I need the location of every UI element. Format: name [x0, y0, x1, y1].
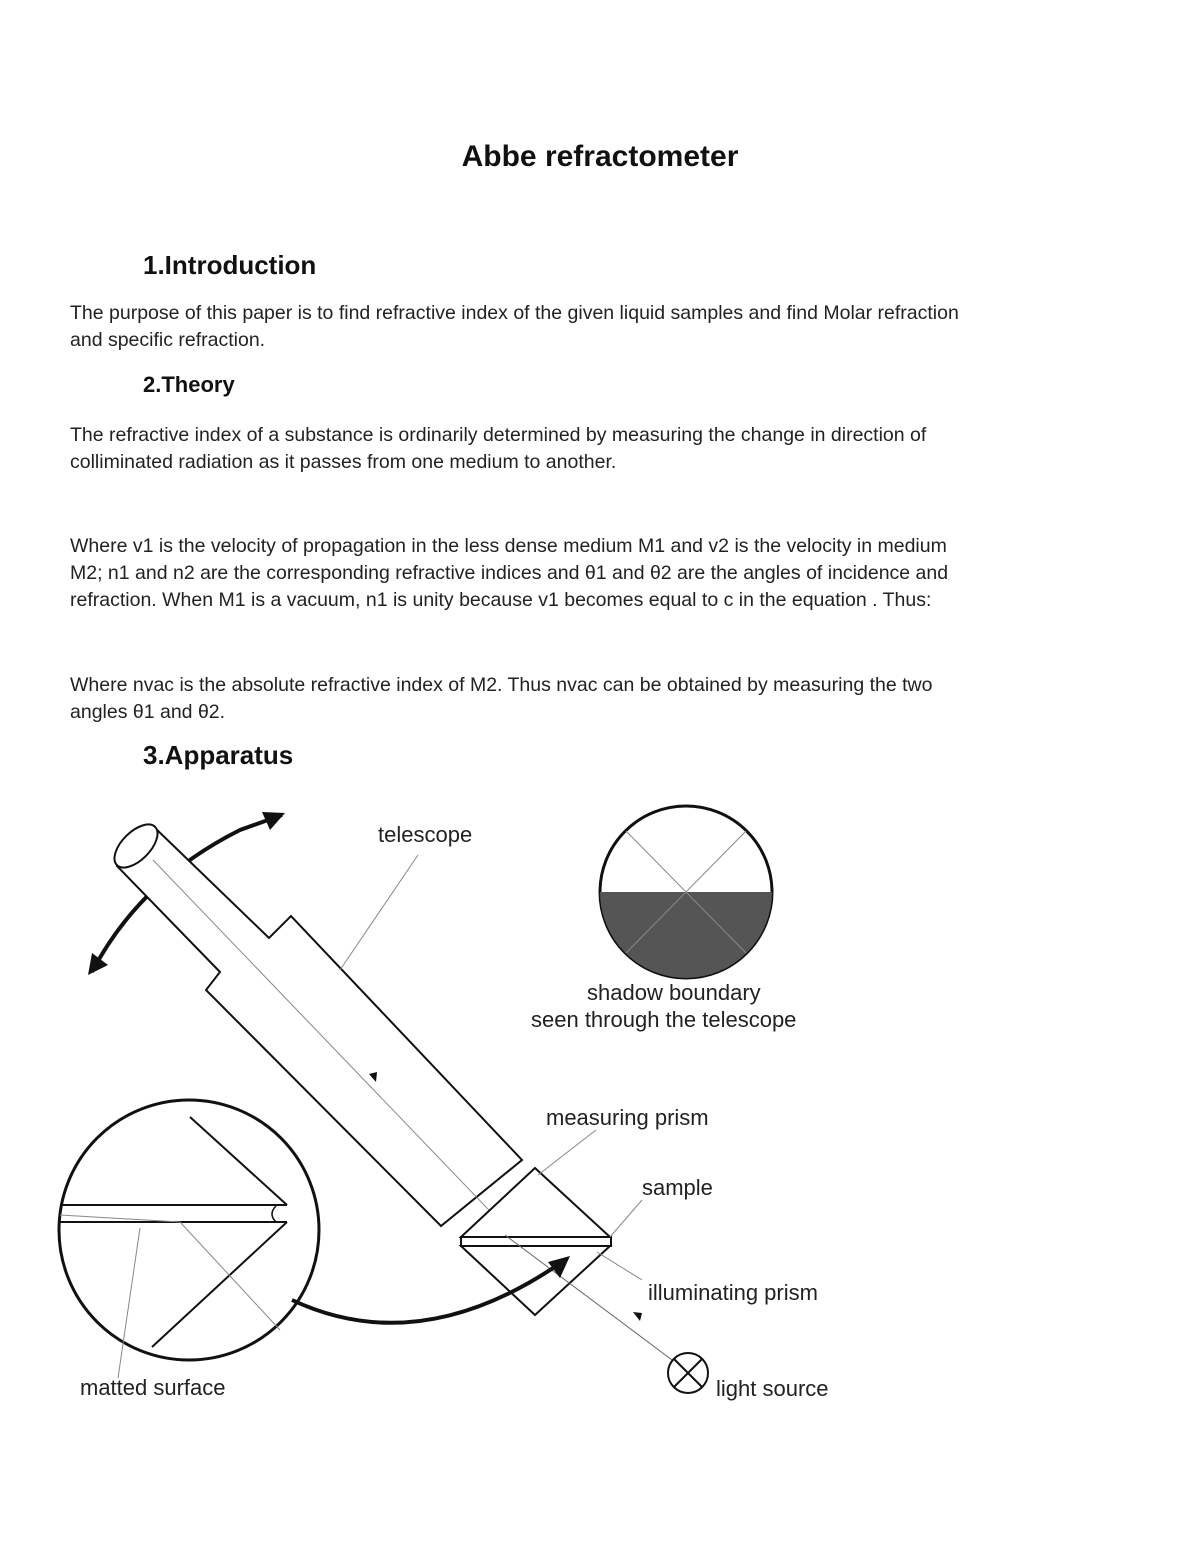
- theory-paragraph-2: [70, 533, 1070, 614]
- leader-line: [610, 1200, 642, 1237]
- page-title: Abbe refractometer: [461, 140, 739, 173]
- text-line: colliminated radiation as it passes from one medium to another.: [70, 451, 617, 473]
- theory-paragraph-3: [70, 672, 1070, 726]
- text-line: M2; n1 and n2 are the corresponding refractive indices and θ1 and θ2 are the angles of incidence and: [70, 562, 949, 584]
- label-measuring-prism: measuring prism: [546, 1105, 709, 1130]
- theory-paragraph-1: [70, 422, 1070, 476]
- text-line: refraction. When M1 is a vacuum, n1 is unity because v1 becomes equal to c in the equation . Thus:: [70, 589, 932, 611]
- label-illuminating-prism: illuminating prism: [648, 1280, 818, 1305]
- text-line: angles θ1 and θ2.: [70, 701, 226, 723]
- theory-heading: 2.Theory: [143, 372, 235, 397]
- label-telescope: telescope: [378, 822, 473, 847]
- label-matted-surface: matted surface: [80, 1375, 226, 1400]
- arrowhead: [88, 953, 108, 975]
- text-line: Where v1 is the velocity of propagation in the less dense medium M1 and v2 is the velocity in medium: [70, 535, 947, 557]
- ray-arrowhead: [633, 1312, 642, 1321]
- apparatus-diagram: [0, 790, 1200, 1430]
- leader-line: [538, 1130, 596, 1175]
- text-line: The refractive index of a substance is ordinarily determined by measuring the change in direction of: [70, 424, 927, 446]
- label-sample: sample: [642, 1175, 713, 1200]
- sample-layer: [461, 1237, 611, 1246]
- shadow-region: [600, 892, 772, 978]
- apparatus-heading: 3.Apparatus: [143, 740, 294, 770]
- label-light-source: light source: [716, 1376, 829, 1401]
- leader-line: [340, 855, 418, 970]
- text-line: The purpose of this paper is to find refractive index of the given liquid samples and find Molar refraction: [70, 302, 959, 324]
- label-shadow-boundary: shadow boundary: [587, 980, 761, 1005]
- introduction-heading: 1.Introduction: [143, 250, 317, 280]
- introduction-paragraph: [70, 300, 1070, 354]
- leader-line: [597, 1252, 642, 1280]
- label-shadow-boundary-2: seen through the telescope: [531, 1007, 797, 1032]
- text-line: and specific refraction.: [70, 329, 266, 351]
- magnified-inset-circle: [59, 1100, 319, 1360]
- text-line: Where nvac is the absolute refractive index of M2. Thus nvac can be obtained by measuring the two: [70, 674, 933, 696]
